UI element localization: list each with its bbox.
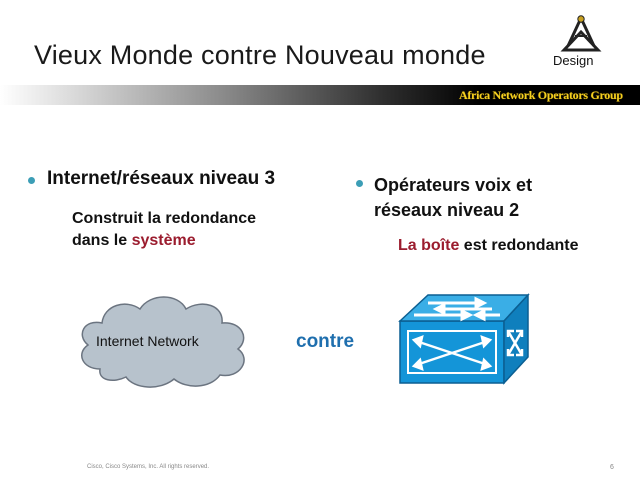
cloud-label: Internet Network [96, 333, 199, 349]
slide-title: Vieux Monde contre Nouveau monde [34, 40, 486, 70]
bullet-dot-icon [28, 177, 35, 184]
bullet-right-subtext [398, 237, 578, 255]
subtext-line2 [72, 230, 256, 252]
bullet-right-text [374, 173, 532, 223]
compass-square-icon [556, 14, 606, 54]
bullet-right-line1: Opérateurs voix et [374, 175, 533, 195]
page-number: 6 [610, 464, 614, 471]
bullet-left-subtext [72, 208, 256, 252]
connector-text: contre [296, 331, 355, 352]
bullet-dot-icon [356, 180, 363, 187]
subtext-suffix: est redondante [459, 237, 579, 254]
bullet-right-line2: réseaux niveau 2 [374, 200, 520, 220]
subtext-line1: Construit la redondance [72, 210, 257, 227]
subtext-highlight: La boîte [398, 237, 460, 254]
footer-copyright: Cisco, Cisco Systems, Inc. All rights reserved. [87, 464, 210, 470]
band-text: Africa Network Operators Group [459, 88, 623, 102]
logo-label: Design [553, 53, 594, 68]
subtext-prefix: dans le [72, 232, 132, 249]
bullet-left-text: Internet/réseaux niveau 3 [47, 168, 276, 189]
network-switch-icon [398, 293, 530, 385]
subtext-highlight: système [131, 232, 196, 249]
